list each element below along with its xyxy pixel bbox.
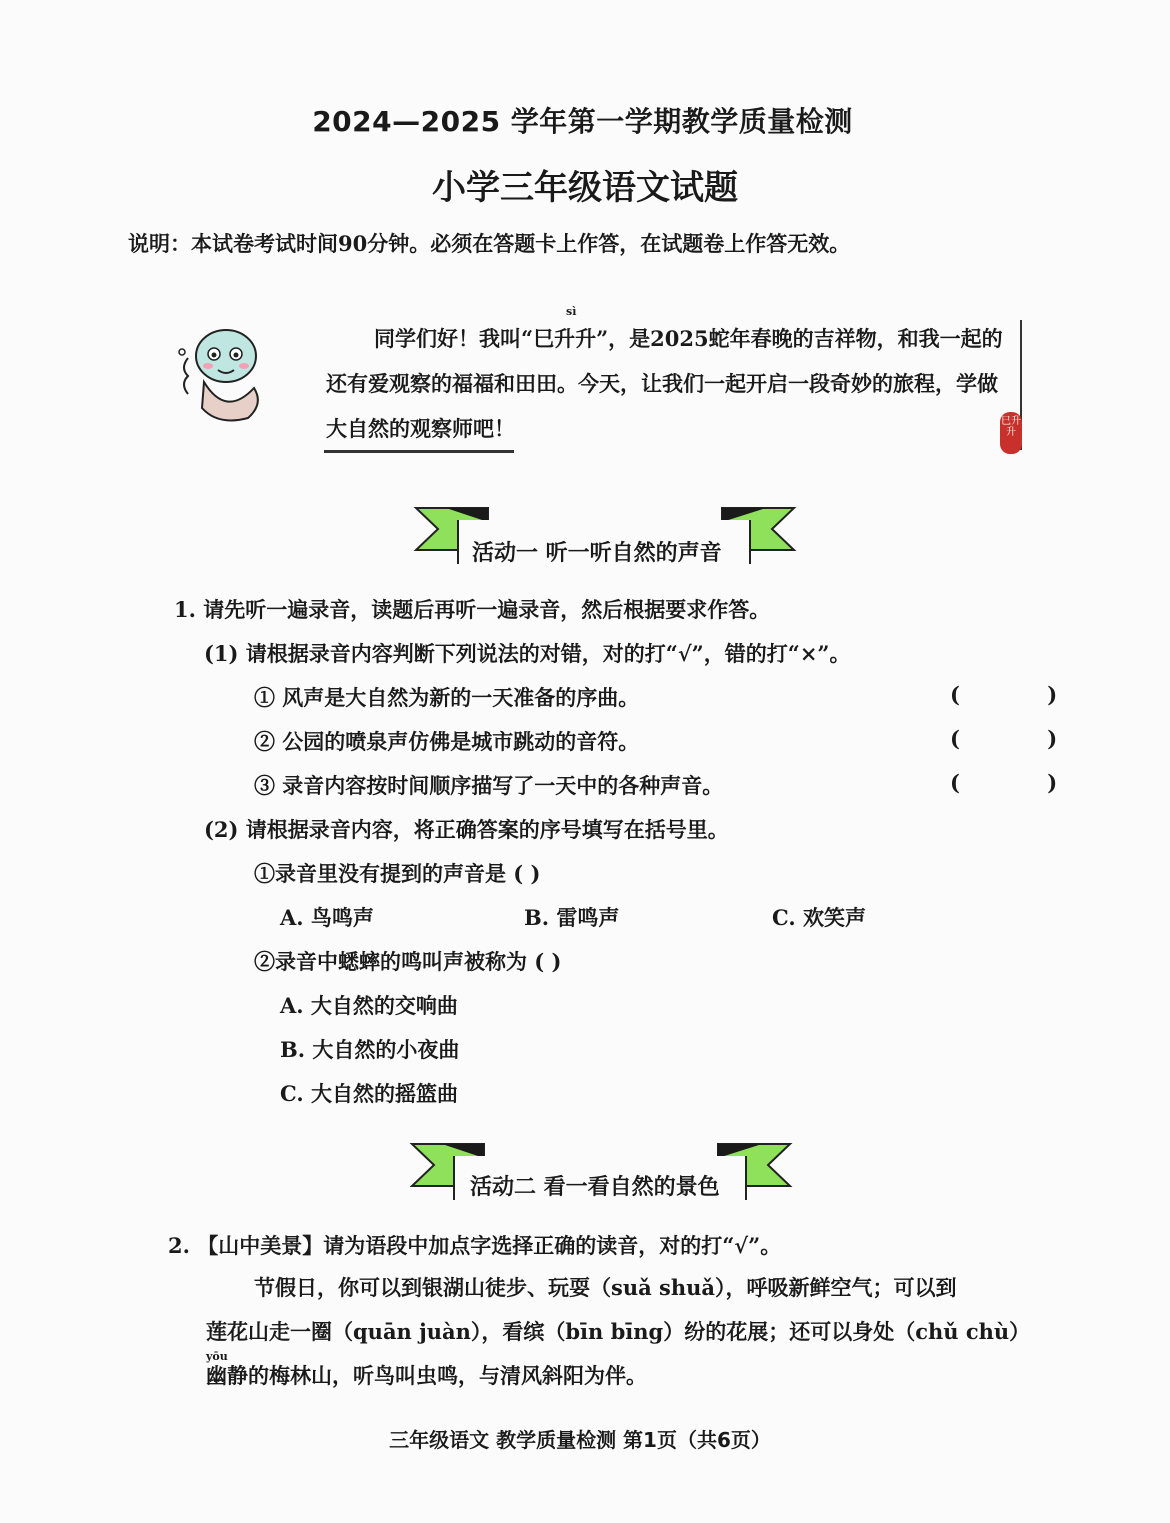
page-footer: 三年级语文 教学质量检测 第1页（共6页） xyxy=(389,1428,771,1452)
q2-passage-line-2: 莲花山走一圈（quān juàn），看缤（bīn bīng）纷的花展；还可以身处（chǔ chù） xyxy=(206,1319,1031,1344)
q1-sub2-option-b[interactable]: B. 大自然的小夜曲 xyxy=(280,1037,460,1062)
pinyin-si: sì xyxy=(566,305,577,318)
exam-instructions: 说明：本试卷考试时间90分钟。必须在答题卡上作答，在试题卷上作答无效。 xyxy=(128,231,851,256)
q1-sub1-stem: ①录音里没有提到的声音是 ( ) xyxy=(254,861,541,886)
name-seal: 巳升升 xyxy=(1000,412,1022,454)
answer-blank-1[interactable]: ( ) xyxy=(950,682,1098,707)
exam-subtitle: 小学三年级语文试题 xyxy=(432,168,738,208)
q1-sub1-option-c[interactable]: C. 欢笑声 xyxy=(772,905,866,930)
q2-stem: 2. 【山中美景】请为语段中加点字选择正确的读音，对的打“√”。 xyxy=(168,1233,782,1258)
q2-passage-line-1: 节假日，你可以到银湖山徒步、玩耍（suǎ shuǎ），呼吸新鲜空气；可以到 xyxy=(254,1275,957,1300)
answer-blank-3[interactable]: ( ) xyxy=(950,770,1098,795)
q2-passage-line-3: 幽静的梅林山，听鸟叫虫鸣，与清风斜阳为伴。 xyxy=(206,1363,647,1388)
activity1-title: 活动一 听一听自然的声音 xyxy=(472,541,722,566)
q1-sub2-option-c[interactable]: C. 大自然的摇篮曲 xyxy=(280,1081,458,1106)
answer-blank-2[interactable]: ( ) xyxy=(950,726,1098,751)
snake-mascot-icon xyxy=(168,318,278,428)
activity2-title: 活动二 看一看自然的景色 xyxy=(470,1175,720,1200)
q1-stem: 1. 请先听一遍录音，读题后再听一遍录音，然后根据要求作答。 xyxy=(174,597,771,622)
q1-part1-stem: (1) 请根据录音内容判断下列说法的对错，对的打“√”，错的打“×”。 xyxy=(204,641,851,666)
q1-sub1-option-a[interactable]: A. 鸟鸣声 xyxy=(280,905,374,930)
q1-item-3: ③ 录音内容按时间顺序描写了一天中的各种声音。 xyxy=(254,773,724,798)
intro-underline xyxy=(324,450,514,453)
q1-item-2: ② 公园的喷泉声仿佛是城市跳动的音符。 xyxy=(254,729,640,754)
exam-title: 2024—2025 学年第一学期教学质量检测 xyxy=(312,105,853,138)
q1-sub1-option-b[interactable]: B. 雷鸣声 xyxy=(524,905,620,930)
q1-sub2-option-a[interactable]: A. 大自然的交响曲 xyxy=(280,993,458,1018)
pinyin-you: yōu xyxy=(206,1350,228,1363)
q1-sub2-stem: ②录音中蟋蟀的鸣叫声被称为 ( ) xyxy=(254,949,562,974)
q1-item-1: ① 风声是大自然为新的一天准备的序曲。 xyxy=(254,685,640,710)
q1-part2-stem: (2) 请根据录音内容，将正确答案的序号填写在括号里。 xyxy=(204,817,729,842)
intro-paragraph: 同学们好！我叫“巳升升”，是2025蛇年春晚的吉祥物，和我一起的还有爱观察的福福和田田。今天，让我们一起开启一段奇妙的旅程，学做大自然的观察师吧！ xyxy=(326,326,1003,441)
